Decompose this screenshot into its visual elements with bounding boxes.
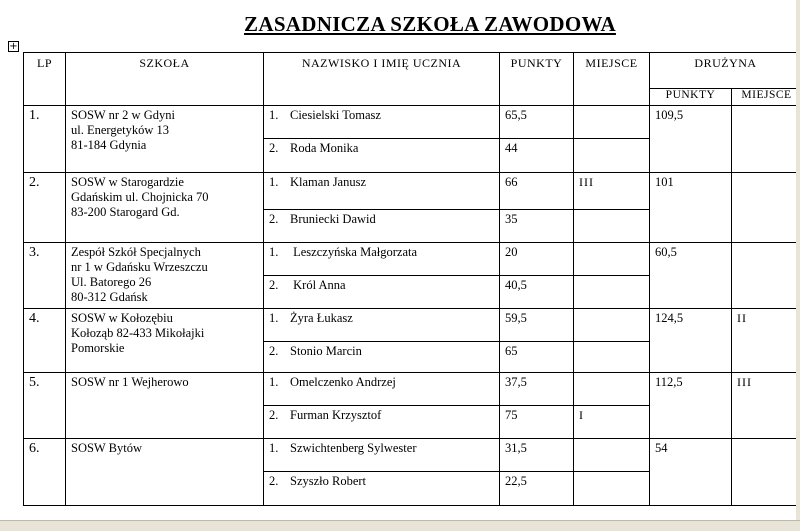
header-place: MIEJSCE — [574, 53, 650, 106]
row-number: 2. — [24, 173, 66, 243]
row-number: 1. — [24, 106, 66, 173]
row-number: 4. — [24, 309, 66, 373]
row-number: 3. — [24, 243, 66, 309]
student-points: 37,5 — [500, 373, 574, 406]
team-points: 60,5 — [650, 243, 732, 309]
team-place: III — [732, 373, 800, 439]
school-line: nr 1 w Gdańsku Wrzeszczu — [71, 260, 258, 275]
student-cell — [264, 309, 500, 342]
team-points: 101 — [650, 173, 732, 243]
student-number: 2. — [269, 278, 290, 293]
student-name: Omelczenko Andrzej — [290, 375, 396, 389]
student-place — [574, 373, 650, 406]
school-line: Ul. Batorego 26 — [71, 275, 258, 290]
student-points: 66 — [500, 173, 574, 210]
student-points: 65,5 — [500, 106, 574, 139]
school-cell — [66, 439, 264, 506]
student-place — [574, 472, 650, 506]
student-number: 2. — [269, 212, 290, 227]
school-line: SOSW w Starogardzie — [71, 175, 258, 190]
school-cell — [66, 173, 264, 243]
window-bottom-bar — [0, 520, 800, 531]
student-place — [574, 309, 650, 342]
student-name: Ciesielski Tomasz — [290, 108, 381, 122]
student-points: 22,5 — [500, 472, 574, 506]
student-place — [574, 210, 650, 243]
team-points: 112,5 — [650, 373, 732, 439]
header-student: NAZWISKO I IMIĘ UCZNIA — [264, 53, 500, 106]
school-line: 81-184 Gdynia — [71, 138, 258, 153]
student-name: Furman Krzysztof — [290, 408, 381, 422]
table-row — [24, 106, 800, 139]
student-name: Żyra Łukasz — [290, 311, 353, 325]
student-name: Leszczyńska Małgorzata — [290, 245, 417, 259]
move-handle-icon[interactable]: + — [8, 41, 19, 52]
student-name: Stonio Marcin — [290, 344, 362, 358]
student-place — [574, 342, 650, 373]
school-line: Gdańskim ul. Chojnicka 70 — [71, 190, 258, 205]
student-points: 20 — [500, 243, 574, 276]
student-name: Klaman Janusz — [290, 175, 366, 189]
school-line: 83-200 Starogard Gd. — [71, 205, 258, 220]
student-name: Bruniecki Dawid — [290, 212, 376, 226]
header-team: DRUŻYNA — [650, 53, 800, 89]
header-points: PUNKTY — [500, 53, 574, 106]
student-number: 1. — [269, 441, 290, 456]
student-points: 65 — [500, 342, 574, 373]
window-edge — [796, 0, 800, 520]
header-lp: LP — [24, 53, 66, 106]
school-line: SOSW nr 1 Wejherowo — [71, 375, 258, 390]
row-number: 6. — [24, 439, 66, 506]
student-points: 40,5 — [500, 276, 574, 309]
results-table — [23, 52, 800, 506]
student-cell — [264, 139, 500, 173]
team-points: 124,5 — [650, 309, 732, 373]
header-team-points: PUNKTY — [650, 89, 732, 106]
table-row — [24, 373, 800, 406]
row-number: 5. — [24, 373, 66, 439]
student-number: 1. — [269, 311, 290, 326]
student-number: 2. — [269, 141, 290, 156]
team-points: 54 — [650, 439, 732, 506]
student-place — [574, 439, 650, 472]
table-row — [24, 309, 800, 342]
school-cell — [66, 309, 264, 373]
school-line: Zespół Szkół Specjalnych — [71, 245, 258, 260]
school-cell — [66, 243, 264, 309]
student-name: Król Anna — [290, 278, 346, 292]
student-cell — [264, 439, 500, 472]
header-school: SZKOŁA — [66, 53, 264, 106]
document-title: ZASADNICZA SZKOŁA ZAWODOWA — [0, 12, 800, 37]
header-team-place: MIEJSCE — [732, 89, 800, 106]
student-number: 2. — [269, 474, 290, 489]
school-cell — [66, 373, 264, 439]
school-cell — [66, 106, 264, 173]
team-place — [732, 243, 800, 309]
school-line: SOSW nr 2 w Gdyni — [71, 108, 258, 123]
student-cell — [264, 406, 500, 439]
student-number: 2. — [269, 344, 290, 359]
student-name: Szwichtenberg Sylwester — [290, 441, 416, 455]
student-points: 31,5 — [500, 439, 574, 472]
student-cell — [264, 210, 500, 243]
team-place: II — [732, 309, 800, 373]
student-number: 1. — [269, 245, 290, 260]
student-cell — [264, 243, 500, 276]
student-cell — [264, 276, 500, 309]
table-row — [24, 173, 800, 210]
student-number: 1. — [269, 108, 290, 123]
student-place — [574, 139, 650, 173]
table-row — [24, 439, 800, 472]
student-cell — [264, 173, 500, 210]
student-cell — [264, 373, 500, 406]
student-cell — [264, 342, 500, 373]
school-line: Kołoząb 82-433 Mikołajki — [71, 326, 258, 341]
team-place — [732, 439, 800, 506]
student-place — [574, 243, 650, 276]
school-line: 80-312 Gdańsk — [71, 290, 258, 305]
student-number: 2. — [269, 408, 290, 423]
student-points: 35 — [500, 210, 574, 243]
student-number: 1. — [269, 175, 290, 190]
team-points: 109,5 — [650, 106, 732, 173]
student-cell — [264, 472, 500, 506]
team-place — [732, 173, 800, 243]
table-row — [24, 243, 800, 276]
school-line: ul. Energetyków 13 — [71, 123, 258, 138]
school-line: SOSW Bytów — [71, 441, 258, 456]
student-place: III — [574, 173, 650, 210]
student-cell — [264, 106, 500, 139]
student-number: 1. — [269, 375, 290, 390]
student-place: I — [574, 406, 650, 439]
student-place — [574, 276, 650, 309]
school-line: SOSW w Kołozębiu — [71, 311, 258, 326]
team-place — [732, 106, 800, 173]
student-place — [574, 106, 650, 139]
student-points: 44 — [500, 139, 574, 173]
student-name: Szyszło Robert — [290, 474, 366, 488]
student-name: Roda Monika — [290, 141, 358, 155]
student-points: 75 — [500, 406, 574, 439]
school-line: Pomorskie — [71, 341, 258, 356]
student-points: 59,5 — [500, 309, 574, 342]
